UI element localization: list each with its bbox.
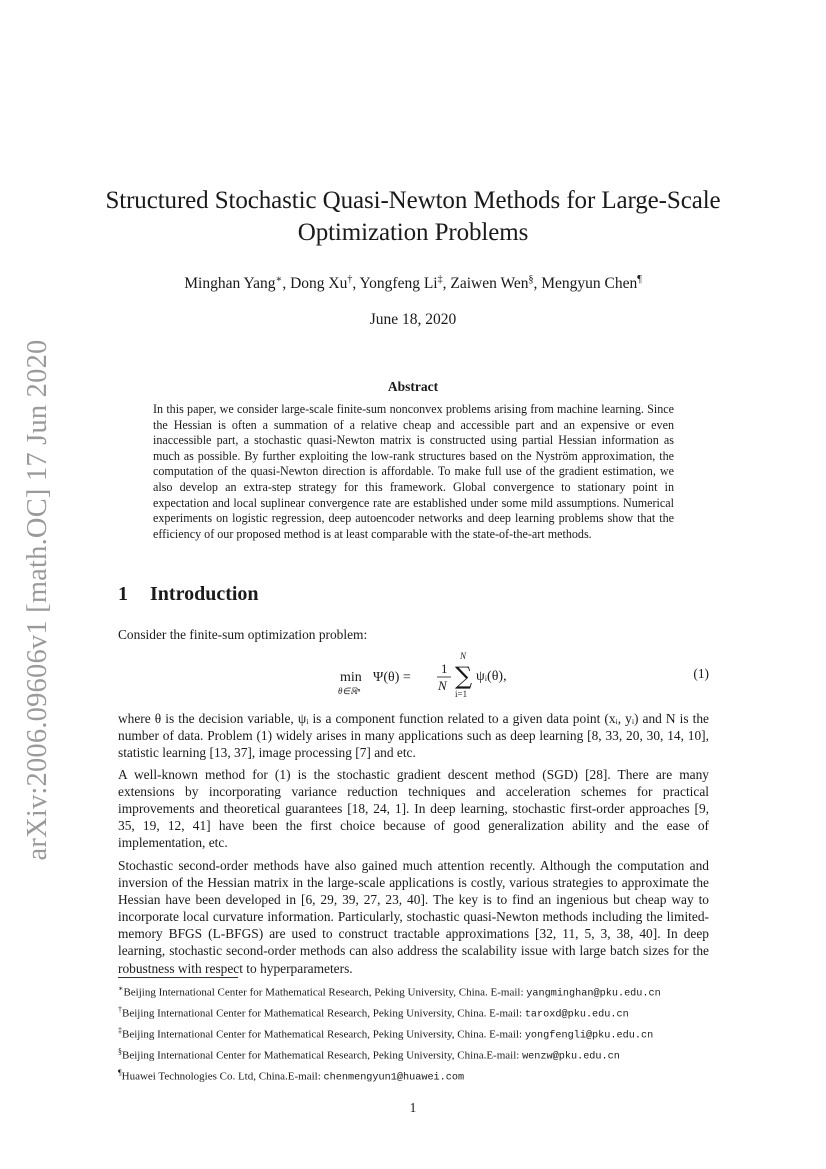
author-name: Mengyun Chen [541,275,638,293]
footnote-text: Huawei Technologies Co. Ltd, China.E-mail: [121,1070,324,1083]
eq-objective: Ψ(θ) = [373,670,411,685]
author-footnote-mark[interactable]: ∗ [275,274,283,285]
equation-number: (1) [693,666,709,681]
footnote-item [118,1065,709,1086]
author-name: Yongfeng Li [359,275,438,293]
author-name: Dong Xu [290,275,348,293]
equation-body [338,648,638,698]
eq-frac-numerator: 1 [441,661,448,676]
footnote-mark: ‡ [118,1026,122,1036]
eq-sum-upper: N [460,651,467,661]
author-list: Minghan Yang∗, Dong Xu†, Yongfeng Li‡, Zaiwen Wen§, Mengyun Chen¶ [184,274,642,293]
title-line-2: Optimization Problems [297,219,529,246]
eq-frac-denominator: N [438,678,447,693]
footnote-text: Beijing International Center for Mathematical Research, Peking University, China. E-mail: [123,986,527,999]
arxiv-sidebar-stamp [8,340,68,860]
footnote-email[interactable]: yangminghan@pku.edu.cn [526,988,661,1000]
footnote-text: Beijing International Center for Mathematical Research, Peking University, China. E-mail: [122,1028,525,1041]
footnote-item [118,981,709,1002]
equation-1 [118,648,709,698]
eq-sum-lower: i=1 [455,689,468,698]
footnote-email[interactable]: yongfengli@pku.edu.cn [524,1030,654,1042]
title-line-1: Structured Stochastic Quasi-Newton Methods for Large-Scale [105,187,721,214]
paragraph-sgd: A well-known method for (1) is the stochastic gradient descent method (SGD) [28]. There are many extensions by incorporating variance reduction techniques and acceleration schemes for practical improvements and theoretical guarantees [18, 24, 1]. In deep learning, stochastic first-order approaches [9, 35, 19, 12, 41] have been the first choice because of good generalization ability and the ease of implementation, etc. [118,767,709,851]
paragraph-definitions: where θ is the decision variable, ψᵢ is a component function related to a given data point (xᵢ, yᵢ) and N is the number of data. Problem (1) widely arises in many applications such as deep learning [8, 33, 20, 30, 14, 10], statistic learning [13, 37], image processing [7] and etc. [118,711,709,761]
footnote-text: Beijing International Center for Mathematical Research, Peking University, China.E-mail: [122,1049,523,1062]
footnote-item [118,1023,709,1044]
footnote-email[interactable]: taroxd@pku.edu.cn [524,1009,629,1021]
author-footnote-mark[interactable]: ¶ [637,274,642,285]
footnote-mark: § [118,1047,122,1057]
intro-sentence: Consider the finite-sum optimization problem: [118,627,368,642]
footnote-rule [118,977,238,978]
section-heading [118,581,259,607]
eq-summand: ψᵢ(θ), [476,669,507,684]
abstract-heading: Abstract [387,379,439,394]
footnote-mark: ¶ [118,1068,122,1078]
author-name: Minghan Yang [184,275,276,293]
section-title: Introduction [150,583,259,605]
eq-sum-symbol: ∑ [455,662,473,690]
section-number: 1 [118,583,128,605]
abstract-text: In this paper, we consider large-scale finite-sum nonconvex problems arising from machine learning. Since the Hessian is often a summation of a relative cheap and accessible part and an expensive or even inaccessible part, a stochastic quasi-Newton matrix is constructed using partial Hessian information as much as possible. By further exploiting the low-rank structures based on the Nyström approximation, the computation of the quasi-Newton direction is affordable. To make full use of the gradient estimation, we also develop an extra-step strategy for this framework. Global convergence to stationary point in expectation and local suplinear convergence rate are established under some mild assumptions. Numerical experiments on logistic regression, deep autoencoder networks and deep learning problems show that the efficiency of our proposed method is at least comparable with the state-of-the-art methods. [153,402,674,541]
footnote-mark: † [118,1005,122,1015]
footnotes [118,981,709,1086]
footnote-item [118,1002,709,1023]
author-footnote-mark[interactable]: ‡ [437,274,443,285]
footnote-text: Beijing International Center for Mathematical Research, Peking University, China. E-mail: [122,1007,525,1020]
paper-title [100,185,726,249]
footnote-email[interactable]: wenzw@pku.edu.cn [522,1051,620,1063]
footnote-item [118,1044,709,1065]
author-name: Zaiwen Wen [450,275,529,293]
eq-min-subscript: θ∈ℝⁿ [338,686,361,696]
publication-date: June 18, 2020 [369,311,457,328]
paragraph-second-order: Stochastic second-order methods have also gained much attention recently. Although the computation and inversion of the Hessian matrix in the large-scale applications is costly, various strategies to approximate the Hessian have been developed in [6, 29, 39, 27, 23, 40]. The key is to find an ingenious but cheap way to incorporate local curvature information. Particularly, stochastic quasi-Newton methods including the limited-memory BFGS (L-BFGS) are used to construct tractable approximations [32, 11, 5, 3, 38, 40]. In deep learning, stochastic second-order methods can also address the scalability issue with large batch sizes for the robustness with respect to hyperparameters. [118,858,709,976]
author-footnote-mark[interactable]: § [528,274,534,285]
eq-min-operator: min [340,670,362,685]
arxiv-identifier: arXiv:2006.09606v1 [math.OC] 17 Jun 2020 [22,339,53,861]
page-number: 1 [409,1100,417,1115]
footnote-email[interactable]: chenmengyun1@huawei.com [323,1072,465,1084]
footnote-mark: ∗ [118,984,124,993]
author-footnote-mark[interactable]: † [347,274,353,285]
